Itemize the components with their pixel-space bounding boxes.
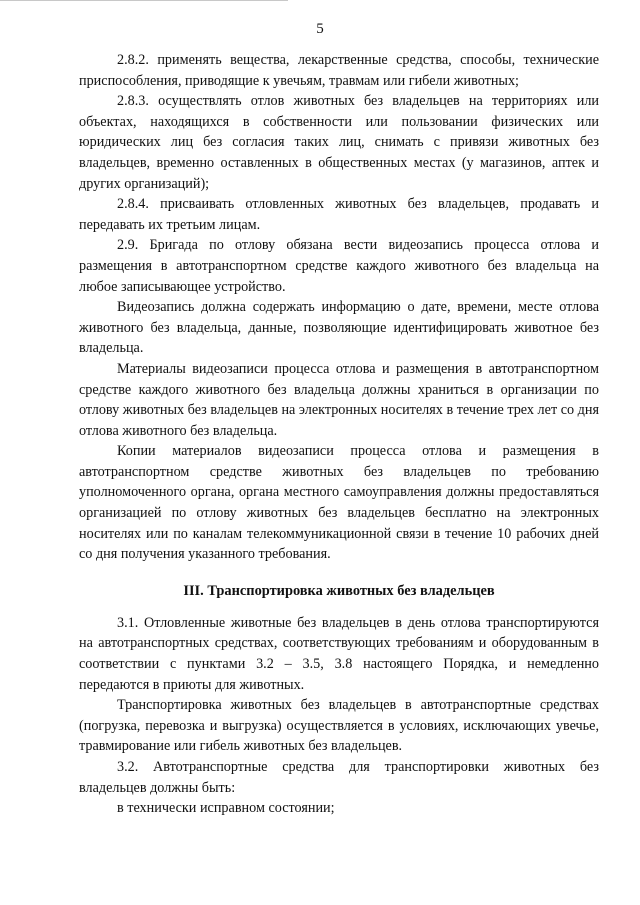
paragraph: 3.2. Автотранспортные средства для транспортировки животных без владельцев должны быть: — [79, 759, 599, 796]
section-heading: III. Транспортировка животных без владельцев — [183, 582, 495, 599]
paragraph: в технически исправном состоянии; — [117, 800, 335, 817]
paragraph: Транспортировка животных без владельцев в автотранспортные средствах (погрузка, перевозка и выгрузка) осуществляется в условиях, исключающих увечье, травмирование или гибель животных без владельцев. — [79, 697, 599, 755]
paragraph: Материалы видеозаписи процесса отлова и размещения в автотранспортном средстве каждого животного без владельца должны храниться в организации по отлову животных без владельцев на электронных носителях в течение трех лет со дня отлова животного без владельца. — [79, 360, 599, 439]
paragraph: 3.1. Отловленные животные без владельцев в день отлова транспортируются на автотранспортных средствах, соответствующих требованиям и оборудованным в соответствии с пунктами 3.2 – 3.5, 3.8 настоящего Порядка, и немедленно передаются в приюты для животных. — [79, 614, 599, 693]
paragraph: 2.8.2. применять вещества, лекарственные средства, способы, технические приспособления, приводящие к увечьям, травмам или гибели животных; — [79, 52, 599, 89]
paragraph: 2.9. Бригада по отлову обязана вести видеозапись процесса отлова и размещения в автотранспортном средстве каждого животного без владельца на любое записывающее устройство. — [79, 237, 599, 295]
document-body — [79, 50, 599, 819]
paragraph: Копии материалов видеозаписи процесса отлова и размещения в автотранспортном средстве животных без владельцев по требованию уполномоченного органа, органа местного самоуправления должны предоставляться организацией по отлову животных без владельцев бесплатно на электронных носителях или по каналам телекоммуникационной связи в течение 10 рабочих дней со дня получения указанного требования. — [79, 443, 599, 563]
paragraph: 2.8.4. присваивать отловленных животных без владельцев, продавать и передавать их третьим лицам. — [79, 196, 599, 233]
top-rule — [0, 0, 288, 1]
page-number: 5 — [316, 21, 324, 37]
paragraph: 2.8.3. осуществлять отлов животных без владельцев на территориях или объектах, находящихся в собственности или пользовании физических или юридических лиц без согласия таких лиц, снимать с привязи животных без владельцев, временно оставленных в общественных местах (у магазинов, аптек и других организаций); — [79, 93, 599, 192]
paragraph: Видеозапись должна содержать информацию о дате, времени, месте отлова животного без владельца, данные, позволяющие идентифицировать животное без владельца. — [79, 299, 599, 357]
